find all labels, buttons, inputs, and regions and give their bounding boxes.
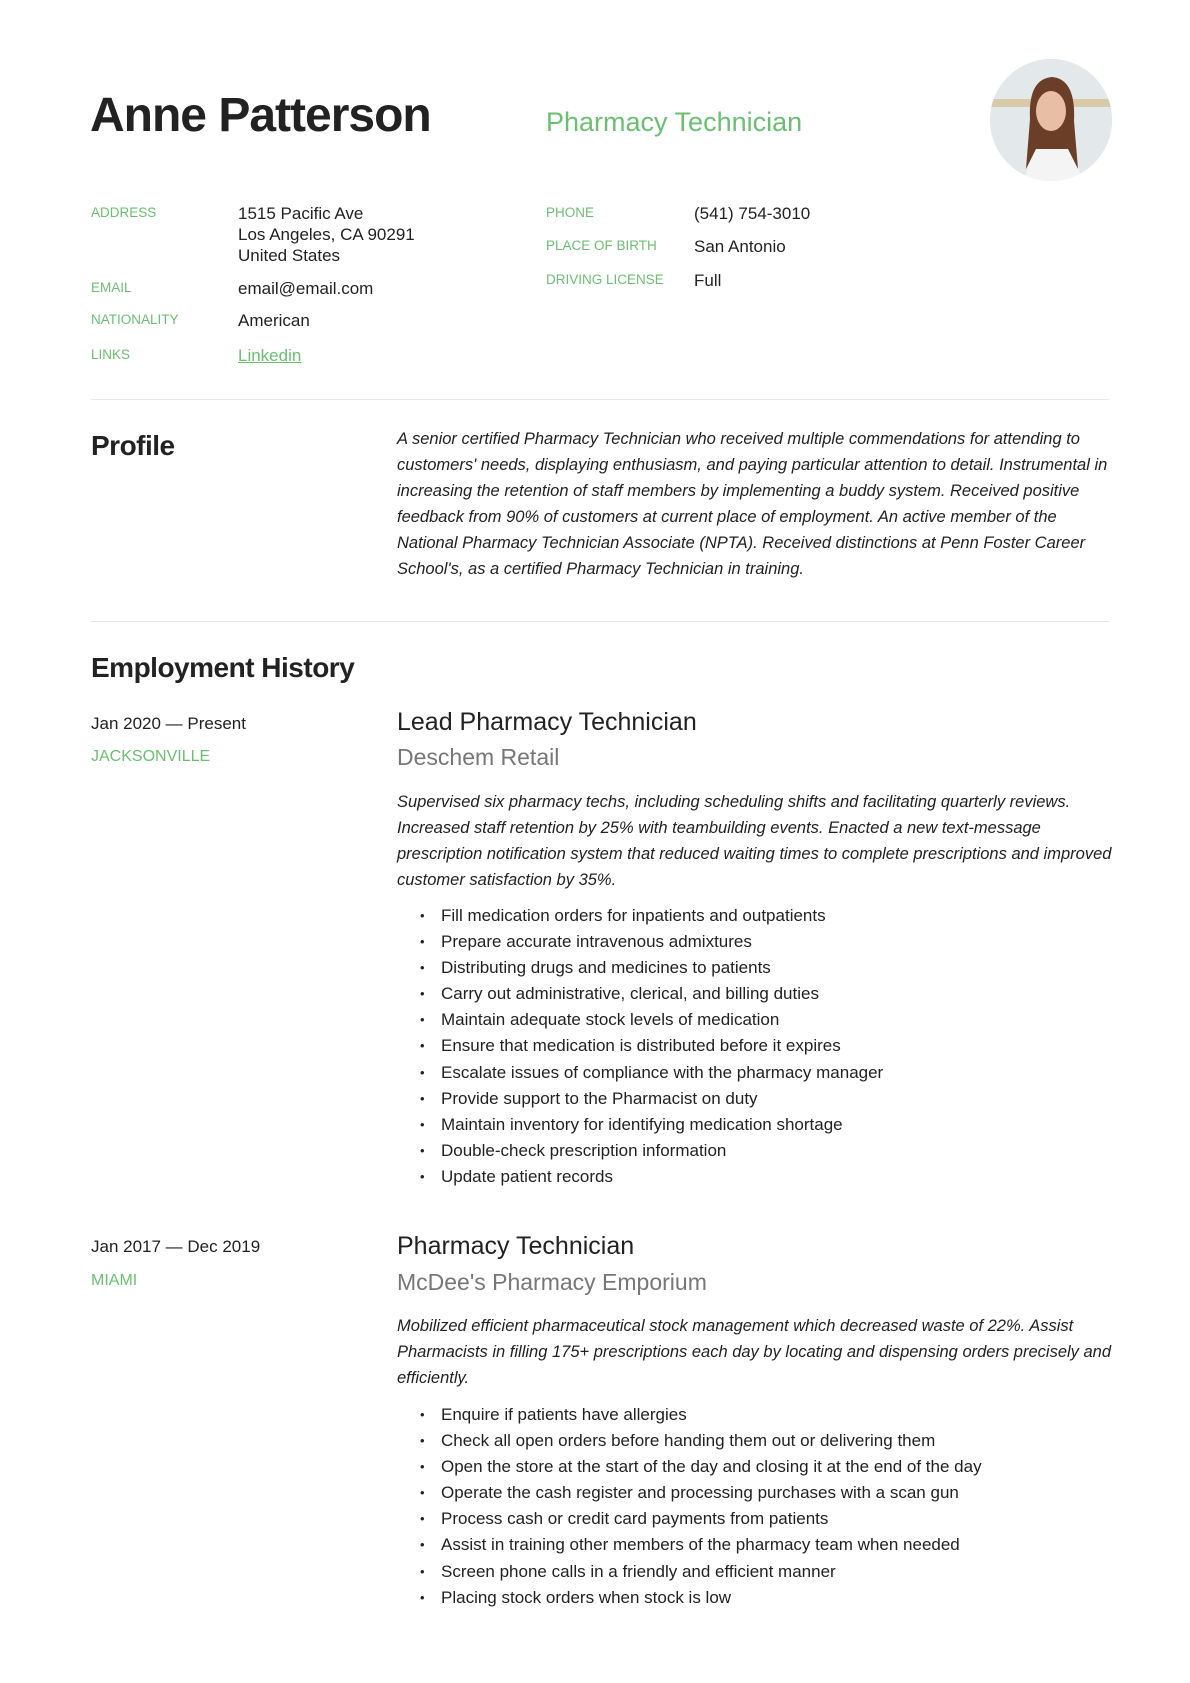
birth-label: PLACE OF BIRTH: [546, 238, 657, 253]
nationality-value: American: [238, 311, 310, 330]
candidate-name: Anne Patterson: [90, 89, 431, 142]
job-dates: Jan 2017 — Dec 2019: [91, 1237, 261, 1256]
divider: [91, 399, 1109, 400]
email-value: email@email.com: [238, 279, 374, 298]
employment-heading: Employment History: [91, 652, 355, 683]
duty-item: • Fill medication orders for inpatients and outpatients: [397, 903, 883, 929]
job-company: Deschem Retail: [397, 744, 560, 770]
profile-text: A senior certified Pharmacy Technician who received multiple commendations for attending to customers' needs, displaying enthusiasm, and paying particular attention to detail. Instrumental in increasing the retention of staff members by implementing a buddy system. Received positive feedback from 90% of customers at current place of employment. An active member of the National Pharmacy Technician Associate (NPTA). Received distinctions at Penn Foster Career School's, as a certified Pharmacy Technician in training.: [397, 430, 1108, 578]
address-line: 1515 Pacific Ave: [238, 204, 364, 223]
phone-label: PHONE: [546, 205, 595, 220]
job-city: JACKSONVILLE: [91, 748, 211, 765]
job-title: Lead Pharmacy Technician: [397, 708, 697, 736]
profile-heading: Profile: [91, 430, 175, 461]
duty-item: • Escalate issues of compliance with the pharmacy manager: [397, 1060, 883, 1086]
job-city: MIAMI: [91, 1272, 138, 1289]
job-role: Pharmacy Technician: [546, 107, 803, 137]
duty-item: • Operate the cash register and processing purchases with a scan gun: [397, 1480, 982, 1506]
duty-item: • Maintain adequate stock levels of medication: [397, 1007, 883, 1033]
job-duties-list: [397, 903, 883, 1190]
duty-item: • Double-check prescription information: [397, 1138, 883, 1164]
license-label: DRIVING LICENSE: [546, 272, 664, 287]
duty-item: • Maintain inventory for identifying medication shortage: [397, 1112, 883, 1138]
nationality-label: NATIONALITY: [91, 312, 179, 327]
duty-item: • Open the store at the start of the day and closing it at the end of the day: [397, 1454, 982, 1480]
duty-item: • Ensure that medication is distributed before it expires: [397, 1033, 883, 1059]
linkedin-link[interactable]: Linkedin: [238, 346, 302, 365]
job-dates: Jan 2020 — Present: [91, 714, 246, 733]
divider: [91, 621, 1109, 622]
license-value: Full: [694, 271, 722, 290]
job-summary: Mobilized efficient pharmaceutical stock management which decreased waste of 22%. Assist Pharmacists in filling 175+ prescriptions each day by locating and dispensing orders precisely and efficiently.: [397, 1317, 1112, 1387]
job-company: McDee's Pharmacy Emporium: [397, 1269, 707, 1295]
duty-item: • Update patient records: [397, 1164, 883, 1190]
duty-item: • Prepare accurate intravenous admixtures: [397, 929, 883, 955]
address-label: ADDRESS: [91, 205, 157, 220]
duty-item: • Screen phone calls in a friendly and efficient manner: [397, 1559, 982, 1585]
duty-item: • Process cash or credit card payments from patients: [397, 1506, 982, 1532]
duty-item: • Provide support to the Pharmacist on duty: [397, 1086, 883, 1112]
address-line: United States: [238, 246, 341, 265]
job-summary: Supervised six pharmacy techs, including scheduling shifts and facilitating quarterly reviews. Increased staff retention by 25% with teambuilding events. Enacted a new text-message prescription notification system that reduced waiting times to complete prescriptions and improved customer satisfaction by 35%.: [397, 793, 1112, 889]
links-label: LINKS: [91, 347, 131, 362]
job-duties-list: [397, 1402, 982, 1611]
duty-item: • Placing stock orders when stock is low: [397, 1585, 982, 1611]
profile-photo: [990, 59, 1112, 181]
duty-item: • Distributing drugs and medicines to patients: [397, 955, 883, 981]
duty-item: • Check all open orders before handing them out or delivering them: [397, 1428, 982, 1454]
duty-item: • Enquire if patients have allergies: [397, 1402, 982, 1428]
phone-value: (541) 754-3010: [694, 204, 811, 223]
email-label: EMAIL: [91, 280, 132, 295]
job-title: Pharmacy Technician: [397, 1232, 635, 1260]
birth-value: San Antonio: [694, 237, 786, 256]
duty-item: • Assist in training other members of the pharmacy team when needed: [397, 1532, 982, 1558]
address-line: Los Angeles, CA 90291: [238, 225, 415, 244]
duty-item: • Carry out administrative, clerical, and billing duties: [397, 981, 883, 1007]
address-value: [238, 203, 415, 266]
